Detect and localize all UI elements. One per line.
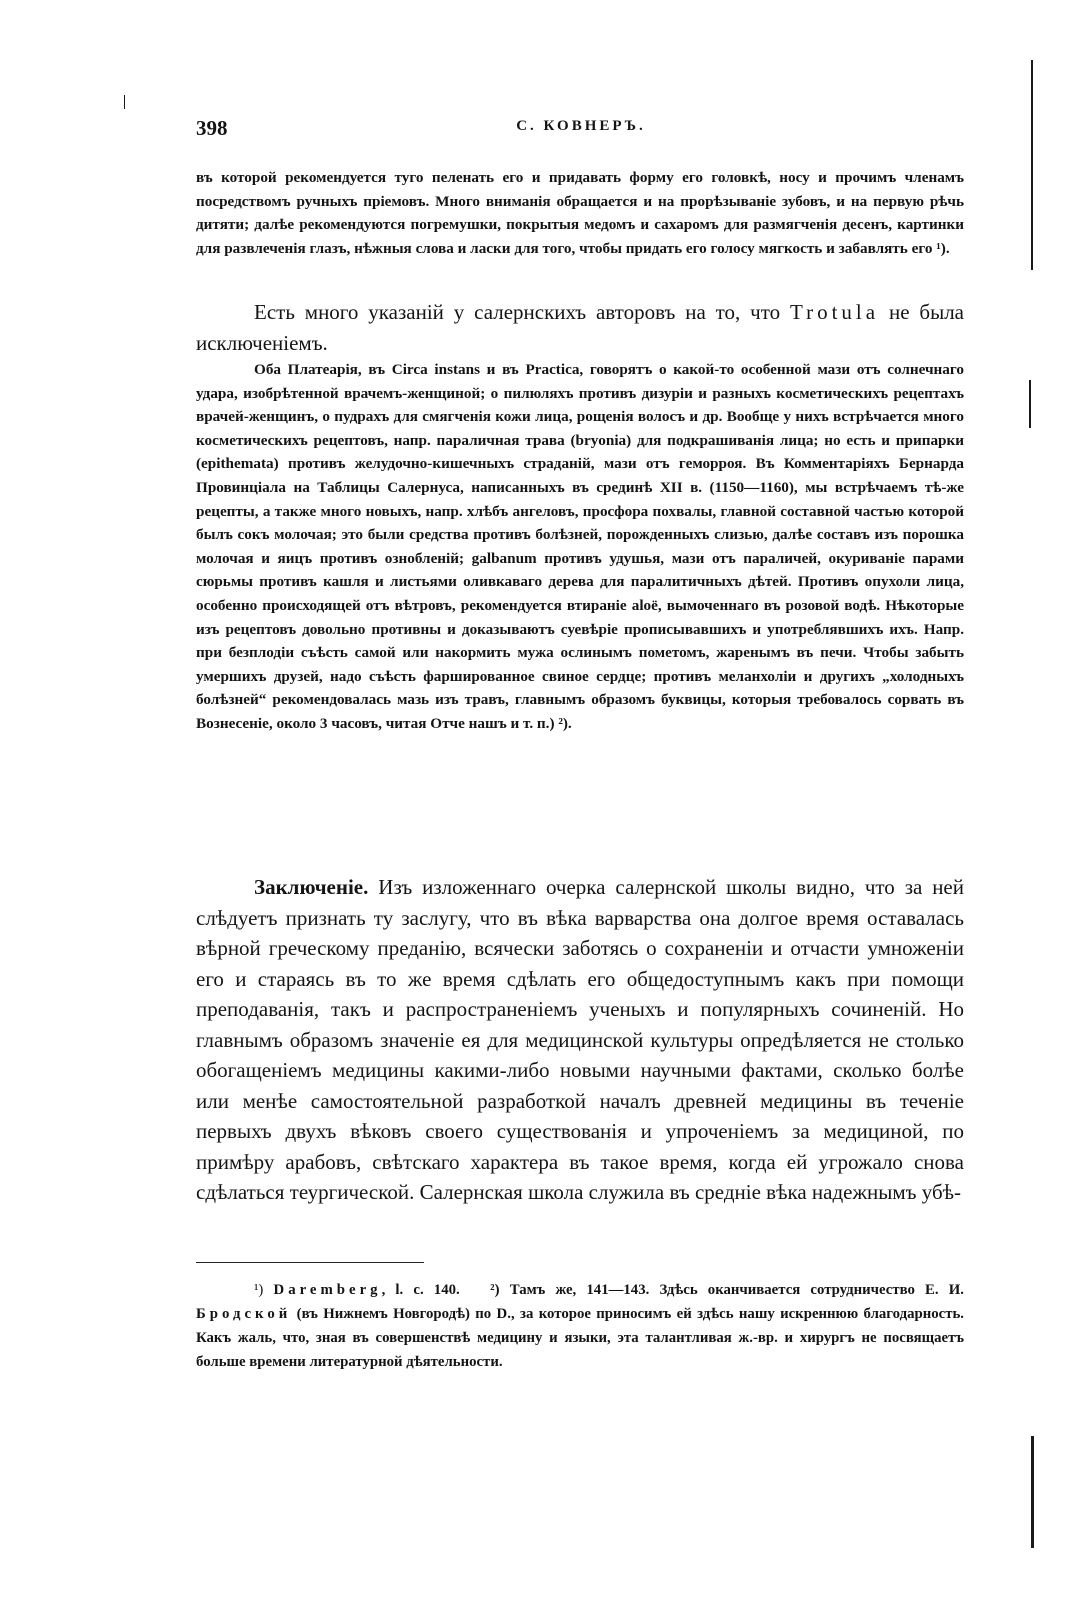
paragraph-recipes: Оба Платеарія, въ Circa instans и въ Practica, говорятъ о какой-то особенной мази отъ солнечнаго удара, изобрѣтенной врачемъ-женщиной; о пилюляхъ противъ дизуріи и разныхъ косметическихъ рецептахъ врачей-женщинъ, о пудрахъ для смягченія кожи лица, рощенія волосъ и др. Вообще у нихъ встрѣчается много косметическихъ рецептовъ, напр. параличная трава (bryonia) для подкрашиванія лица; но есть и припарки (epithemata) противъ желудочно-кишечныхъ страданій, мази отъ геморроя. Въ Комментаріяхъ Бернарда Провинціала на Таблицы Салернуса, написанныхъ въ срединѣ XII в. (1150—1160), мы встрѣчаемъ тѣ-же рецепты, а также много новыхъ, напр. хлѣбъ ангеловъ, просфора похвалы, главной составной частью которой былъ сокъ молочая; это были средства противъ болѣзней, порожденныхъ слизью, далѣе составъ изъ порошка молочая и яицъ противъ ознобленій; galbanum противъ удушья, мази отъ параличей, окуриваніе парами сюрьмы противъ кашля и листьями оливкаваго дерева для паралитичныхъ дѣтей. Противъ опухоли лица, особенно происходящей отъ вѣтровъ, рекомендуется втираніе aloë, вымоченнаго въ розовой водѣ. Нѣкоторые изъ рецептовъ довольно противны и доказываютъ суевѣріе прописывавшихъ и употреблявшихъ ихъ. Напр. при безплодіи съѣсть самой или накормить мужа ослинымъ пометомъ, жаренымъ въ печи. Чтобы забыть умершихъ друзей, надо съѣсть фаршированное свиное сердце; противъ меланхоліи и другихъ „холодныхъ болѣзней“ рекомендовалась мазь изъ травъ, главнымъ образомъ буквицы, которыя требовалось сорвать въ Вознесеніе, около 3 часовъ, читая Отче нашъ и т. п.) ²). xyxy=(196,361,964,732)
page-number: 398 xyxy=(196,116,228,140)
conclusion-heading: Заключеніе. xyxy=(254,875,369,899)
footnote-1-ref: , l. c. 140. xyxy=(381,1282,460,1298)
footnote-2-text-b: (въ Нижнемъ Новгородѣ) по D., за которое приносимъ ей здѣсь нашу искреннюю благодарность. Какъ жаль, что, зная въ совершенствѣ медицину и языки, эта талантливая ж.-вр. и хирургъ не посвящаетъ больше времени литературной дѣятельности. xyxy=(196,1306,964,1370)
paragraph-trotula xyxy=(196,297,964,358)
running-title: С. КОВНЕРЪ. xyxy=(516,118,646,134)
footnotes xyxy=(196,1278,964,1374)
footnote-1-marker: ¹) xyxy=(254,1282,264,1298)
scan-edge-mark-middle xyxy=(1029,380,1031,428)
footnote-divider xyxy=(196,1262,424,1263)
footnote-2-name: Бродской xyxy=(196,1306,292,1322)
paragraph-conclusion xyxy=(196,872,964,1208)
paragraph-trotula-end: не была исключеніемъ. xyxy=(196,300,964,355)
page-header xyxy=(196,116,966,140)
conclusion-body: Изъ изложеннаго очерка салернской школы видно, что за ней слѣдуетъ признать ту заслугу, что въ вѣка варварства она долгое время оставалась вѣрной греческому преданію, всячески заботясь о сохраненіи и отчасти умноженіи его и стараясь въ то же время сдѣлать его общедоступнымъ какъ при помощи преподаванія, такъ и распространеніемъ ученыхъ и популярныхъ сочиненій. Но главнымъ образомъ значеніе ея для медицинской культуры опредѣляется не столько обогащеніемъ медицины какими-либо новыми научными фактами, сколько болѣе или менѣе самостоятельной разработкой началъ древней медицины въ теченіе первыхъ двухъ вѣковъ своего существованія и упроченіемъ за медициной, по примѣру арабовъ, свѣтскаго характера въ такое время, когда ей угрожало снова сдѣлаться теургической. Салернская школа служила въ средніе вѣка надежнымъ убѣ- xyxy=(196,875,964,1204)
scan-edge-mark-bottom xyxy=(1031,1436,1034,1548)
trotula-name: Trotula xyxy=(790,300,880,324)
scan-edge-mark-top xyxy=(1031,60,1033,270)
paragraph-trotula-start: Есть много указаній у салернскихъ авторовъ на то, что xyxy=(254,300,791,324)
footnote-2-marker: ²) xyxy=(490,1282,500,1298)
paragraph-infant-care: въ которой рекомендуется туго пеленать его и придавать форму его головкѣ, носу и прочимъ членамъ посредствомъ ручныхъ пріемовъ. Много вниманія обращается и на прорѣзываніе зубовъ, и на первую рѣчь дитяти; далѣе рекомендуются погремушки, покрытыя медомъ и сахаромъ для размягченія десенъ, картинки для развлеченія глазъ, нѣжныя слова и ласки для того, чтобы придать его голосу мягкость и забавлять его ¹). xyxy=(196,169,964,257)
footnote-2-text-a: Тамъ же, 141—143. Здѣсь оканчивается сотрудничество Е. И. xyxy=(509,1282,964,1298)
footnote-1-author: Daremberg xyxy=(273,1282,382,1298)
scan-speck xyxy=(124,95,125,109)
